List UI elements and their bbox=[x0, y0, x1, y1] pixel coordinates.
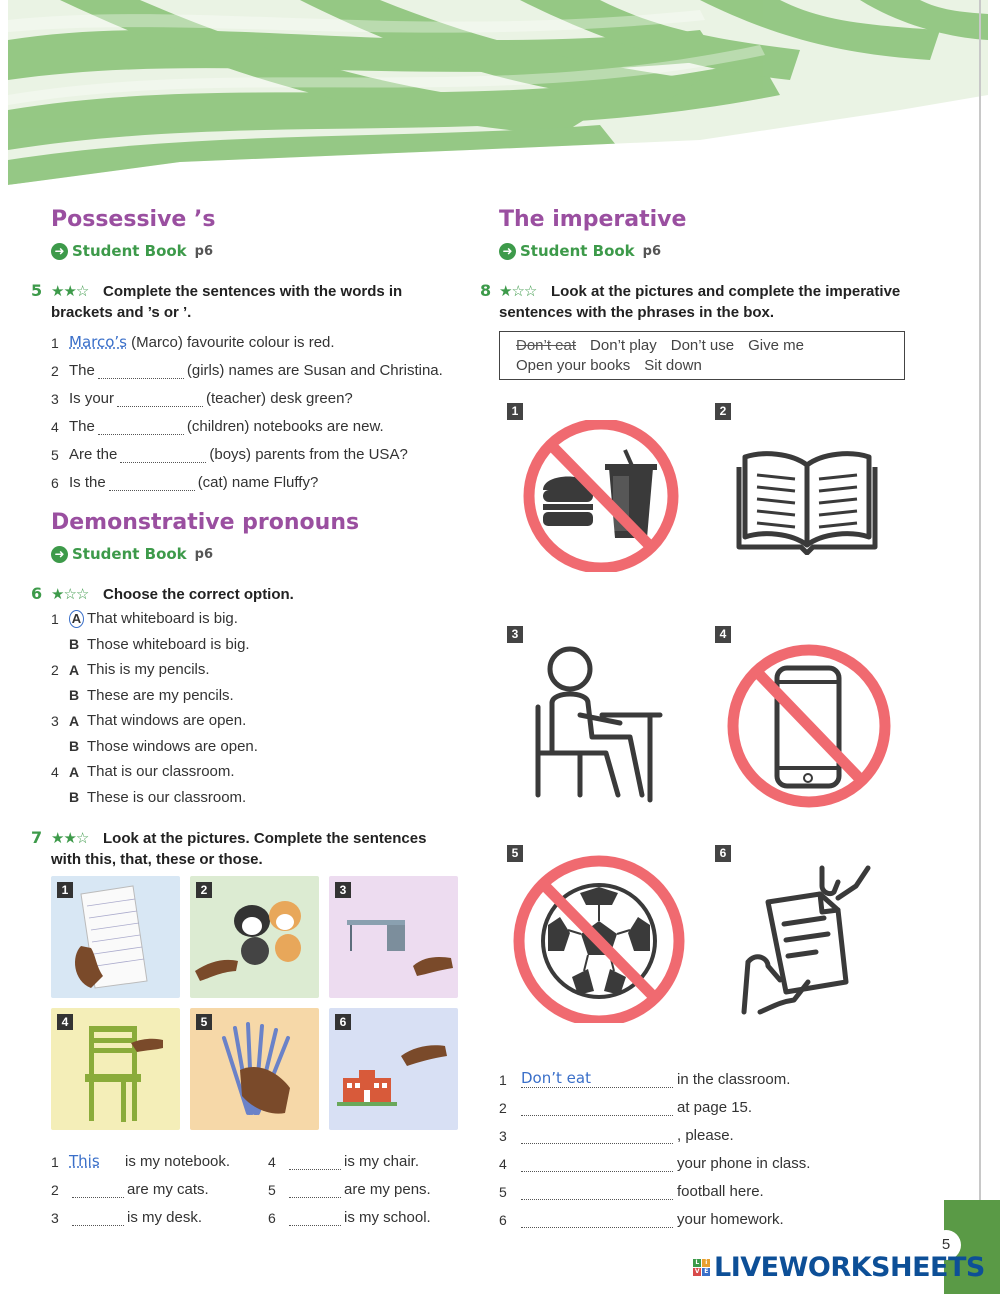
section-title-possessive: Possessive ’s bbox=[51, 207, 216, 232]
exercise-instruction: sentences with the phrases in the box. bbox=[499, 304, 775, 321]
picture-number: 1 bbox=[507, 403, 523, 420]
exercise-instruction: Look at the pictures and complete the imperative bbox=[551, 283, 901, 300]
list-item: 1 Don’t eat in the classroom. bbox=[499, 1069, 791, 1088]
list-item: 6 your homework. bbox=[499, 1211, 784, 1228]
answer-input[interactable] bbox=[98, 418, 184, 435]
exercise-5-items bbox=[51, 323, 471, 491]
option-b[interactable]: B bbox=[69, 636, 80, 653]
page-edge bbox=[979, 0, 981, 1294]
picture-pens: 5 bbox=[190, 1008, 319, 1130]
answer-input[interactable]: This bbox=[69, 1152, 100, 1170]
option-b[interactable]: B bbox=[69, 738, 80, 755]
option-a[interactable]: A bbox=[69, 763, 80, 780]
list-item: 2 are my cats. bbox=[51, 1181, 209, 1198]
picture-number: 5 bbox=[507, 845, 523, 862]
difficulty-stars: ★★☆ bbox=[51, 830, 89, 847]
option-row: B These is our classroom. bbox=[69, 788, 247, 806]
phrase-box bbox=[499, 331, 905, 380]
option-row: 3 A That windows are open. bbox=[51, 712, 247, 730]
option-row: 1 A That whiteboard is big. bbox=[51, 610, 238, 628]
exercise-8-sentences bbox=[499, 1060, 829, 1228]
list-item: 4 your phone in class. bbox=[499, 1155, 811, 1172]
logo-grid-icon: L i V E bbox=[693, 1259, 710, 1276]
exercise-number: 6 bbox=[31, 584, 43, 603]
list-item: 2 at page 15. bbox=[499, 1099, 753, 1116]
list-item: 6 is my school. bbox=[268, 1209, 431, 1226]
answer-input[interactable] bbox=[120, 446, 206, 463]
answer-input[interactable] bbox=[521, 1127, 673, 1144]
list-item: 1 This is my notebook. bbox=[51, 1152, 231, 1170]
phrase-item[interactable]: Don’t use bbox=[670, 337, 735, 354]
liveworksheets-logo[interactable] bbox=[693, 1252, 985, 1283]
answer-input[interactable] bbox=[521, 1183, 673, 1200]
list-item: 3 Is your (teacher) desk green? bbox=[51, 390, 353, 407]
picture-cats: 2 bbox=[190, 876, 319, 998]
list-item: 4 The (children) notebooks are new. bbox=[51, 418, 384, 435]
exercise-number: 7 bbox=[31, 828, 43, 847]
picture-chair: 4 bbox=[51, 1008, 180, 1130]
answer-input[interactable] bbox=[109, 474, 195, 491]
hand-over-paper-icon bbox=[738, 862, 878, 1022]
ref-label: Student Book bbox=[520, 242, 635, 260]
phrase-item[interactable]: Give me bbox=[748, 337, 804, 354]
answer-input[interactable] bbox=[72, 1181, 124, 1198]
ref-page: p6 bbox=[194, 243, 214, 259]
arrow-right-icon: ➜ bbox=[51, 243, 68, 260]
student-book-ref[interactable] bbox=[499, 242, 661, 260]
open-book-icon bbox=[735, 445, 879, 555]
exercise-instruction: Look at the pictures. Complete the sentences bbox=[103, 830, 427, 847]
ref-label: Student Book bbox=[72, 242, 187, 260]
answer-input[interactable] bbox=[117, 390, 203, 407]
option-b[interactable]: B bbox=[69, 789, 80, 806]
answer-input[interactable] bbox=[289, 1181, 341, 1198]
phrase-item[interactable]: Don’t eat bbox=[516, 337, 577, 354]
option-row: 2 A This is my pencils. bbox=[51, 661, 210, 679]
list-item: 5 are my pens. bbox=[268, 1181, 431, 1198]
picture-notebook: 1 bbox=[51, 876, 180, 998]
answer-input[interactable] bbox=[521, 1099, 673, 1116]
phrase-item[interactable]: Open your books bbox=[516, 357, 631, 374]
answer-input[interactable]: Don’t eat bbox=[521, 1069, 673, 1088]
section-title-demonstrative: Demonstrative pronouns bbox=[51, 510, 360, 535]
ref-page: p6 bbox=[642, 243, 662, 259]
option-a-selected[interactable]: A bbox=[69, 610, 84, 628]
difficulty-stars: ★☆☆ bbox=[51, 586, 89, 603]
exercise-instruction: with this, that, these or those. bbox=[51, 851, 263, 868]
difficulty-stars: ★★☆ bbox=[51, 283, 89, 300]
picture-number: 3 bbox=[507, 626, 523, 643]
exercise-instruction: brackets and ’s or ’. bbox=[51, 304, 192, 321]
list-item: 3 , please. bbox=[499, 1127, 734, 1144]
picture-number: 6 bbox=[715, 845, 731, 862]
list-item: 5 football here. bbox=[499, 1183, 764, 1200]
section-title-imperative: The imperative bbox=[499, 207, 687, 232]
phrase-item[interactable]: Don’t play bbox=[590, 337, 657, 354]
no-eating-icon bbox=[513, 420, 689, 572]
list-item: 1 Marco’s (Marco) favourite colour is red. bbox=[51, 333, 335, 351]
answer-input[interactable] bbox=[521, 1211, 673, 1228]
list-item: 2 The (girls) names are Susan and Christina. bbox=[51, 362, 443, 379]
student-book-ref[interactable] bbox=[51, 545, 213, 563]
answer-input[interactable] bbox=[289, 1153, 341, 1170]
header-banner bbox=[0, 0, 1000, 200]
exercise-instruction: Complete the sentences with the words in bbox=[103, 283, 403, 300]
exercise-instruction: Choose the correct option. bbox=[103, 586, 294, 603]
answer-input[interactable]: Marco’s bbox=[69, 333, 127, 351]
no-phone-icon bbox=[725, 642, 893, 810]
ref-page: p6 bbox=[194, 546, 214, 562]
list-item: 3 is my desk. bbox=[51, 1209, 203, 1226]
answer-input[interactable] bbox=[98, 362, 184, 379]
student-book-ref[interactable] bbox=[51, 242, 213, 260]
option-row: B Those whiteboard is big. bbox=[69, 635, 250, 653]
arrow-right-icon: ➜ bbox=[499, 243, 516, 260]
option-row: B Those windows are open. bbox=[69, 737, 258, 755]
arrow-right-icon: ➜ bbox=[51, 546, 68, 563]
sit-down-icon bbox=[530, 645, 670, 805]
answer-input[interactable] bbox=[521, 1155, 673, 1172]
difficulty-stars: ★☆☆ bbox=[499, 283, 537, 300]
page-number: 5 bbox=[931, 1230, 961, 1260]
option-row: 4 A That is our classroom. bbox=[51, 763, 235, 781]
exercise-6-options bbox=[51, 606, 431, 810]
picture-school: 6 bbox=[329, 1008, 458, 1130]
exercise-7-sentences-right bbox=[268, 1142, 468, 1226]
picture-number: 2 bbox=[715, 403, 731, 420]
option-a[interactable]: A bbox=[69, 712, 80, 729]
picture-number: 4 bbox=[715, 626, 731, 643]
ref-label: Student Book bbox=[72, 545, 187, 563]
phrase-item[interactable]: Sit down bbox=[644, 357, 702, 374]
answer-input[interactable] bbox=[289, 1209, 341, 1226]
list-item: 6 Is the (cat) name Fluffy? bbox=[51, 474, 319, 491]
option-row: B These are my pencils. bbox=[69, 686, 234, 704]
answer-input[interactable] bbox=[72, 1209, 124, 1226]
list-item: 4 is my chair. bbox=[268, 1153, 420, 1170]
exercise-number: 5 bbox=[31, 281, 43, 300]
list-item: 5 Are the (boys) parents from the USA? bbox=[51, 446, 408, 463]
exercise-7-sentences-left bbox=[51, 1142, 261, 1226]
no-football-icon bbox=[508, 855, 690, 1023]
option-b[interactable]: B bbox=[69, 687, 80, 704]
picture-desk: 3 bbox=[329, 876, 458, 998]
option-a[interactable]: A bbox=[69, 661, 80, 678]
exercise-number: 8 bbox=[480, 281, 492, 300]
logo-text: LIVEWORKSHEETS bbox=[714, 1252, 985, 1283]
